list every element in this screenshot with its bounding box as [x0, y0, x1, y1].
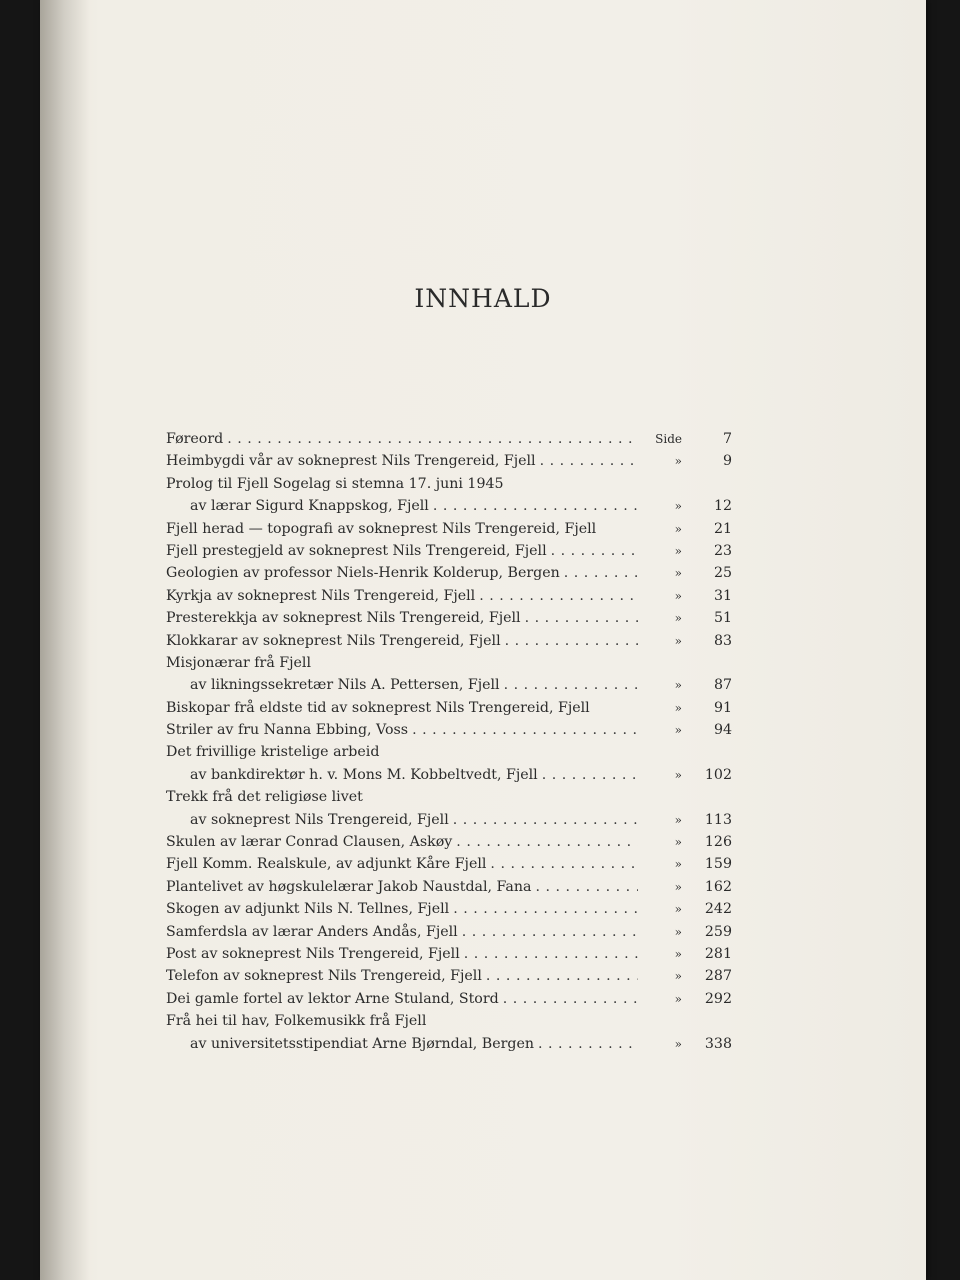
toc-entry: [166, 652, 732, 674]
toc-entry-marker: »: [674, 678, 682, 693]
leader-dots: [531, 876, 638, 898]
toc-entry-page: 113: [704, 811, 732, 828]
toc-entry-page: 259: [704, 923, 732, 940]
toc-entry-page: 126: [704, 834, 732, 851]
toc-entry-title: Biskopar frå eldste tid av sokneprest Nils Trengereid, Fjell: [166, 699, 590, 716]
toc-entry-title: Det frivillige kristelige arbeid: [166, 744, 380, 761]
toc-entry: [166, 809, 732, 831]
toc-entry-marker: »: [674, 454, 682, 469]
toc-entry-page: 25: [713, 565, 732, 582]
leader-dots: [429, 495, 638, 517]
toc-entry: [166, 562, 732, 584]
toc-entry: [166, 719, 732, 741]
leader-dots: [482, 965, 638, 987]
toc-entry-title: Klokkarar av sokneprest Nils Trengereid, Fjell: [166, 632, 501, 649]
toc-entry-title: Trekk frå det religiøse livet: [166, 789, 363, 806]
leader-dots: [475, 585, 638, 607]
toc-entry-title: Striler av fru Nanna Ebbing, Voss: [166, 722, 409, 739]
toc-entry: [166, 428, 732, 450]
toc-entry-marker: »: [674, 700, 682, 715]
leader-dots: [452, 831, 638, 853]
toc-entry-page: 281: [704, 945, 732, 962]
toc-entry-marker: »: [674, 879, 682, 894]
toc-entry-title: Føreord: [166, 431, 224, 447]
toc-entry-page: 87: [713, 677, 732, 694]
toc-entry-marker: »: [674, 969, 682, 984]
leader-dots: [223, 428, 638, 450]
leader-dots: [499, 988, 638, 1010]
leader-dots: [547, 540, 638, 562]
toc-entry-title: Kyrkja av sokneprest Nils Trengereid, Fjell: [166, 587, 476, 604]
toc-entry: [166, 674, 732, 696]
leader-dots: [449, 898, 638, 920]
toc-entry-page: 12: [713, 498, 732, 515]
leader-dots: [560, 562, 638, 584]
toc-entry-title: Fjell herad — topografi av sokneprest Nils Trengereid, Fjell: [166, 520, 597, 537]
toc-entry: [166, 786, 732, 808]
toc-entry-page: 159: [704, 856, 732, 873]
toc-entry-marker: »: [674, 857, 682, 872]
toc-entry-title: Samferdsla av lærar Anders Andås, Fjell: [166, 923, 458, 940]
toc-entry-marker: »: [674, 723, 682, 738]
toc-entry-title: av bankdirektør h. v. Mons M. Kobbeltvedt, Fjell: [190, 766, 538, 783]
toc-entry: [166, 741, 732, 763]
toc-entry-title: Prolog til Fjell Sogelag si stemna 17. juni 1945: [166, 475, 504, 492]
toc-entry-title: Plantelivet av høgskulelærar Jakob Naustdal, Fana: [166, 878, 532, 895]
toc-entry-page: 162: [704, 878, 732, 895]
toc-entry: [166, 988, 732, 1010]
book-page: [40, 0, 926, 1280]
toc-entry-title: Post av sokneprest Nils Trengereid, Fjell: [166, 945, 460, 962]
toc-entry: [166, 943, 732, 965]
toc-entry-page: 292: [704, 990, 732, 1007]
toc-entry-title: Misjonærar frå Fjell: [166, 654, 312, 671]
toc-entry: [166, 1033, 732, 1055]
toc-entry: [166, 853, 732, 875]
toc-entry-marker: »: [674, 946, 682, 961]
toc-entry-title: Frå hei til hav, Folkemusikk frå Fjell: [166, 1013, 427, 1030]
toc-entry-marker: »: [674, 611, 682, 626]
toc-entry-page: 31: [713, 587, 732, 604]
toc-entry-title: av lærar Sigurd Knappskog, Fjell: [190, 498, 429, 515]
toc-entry-marker: »: [674, 812, 682, 827]
leader-dots: [501, 630, 638, 652]
toc-entry-page: 7: [722, 431, 732, 447]
leader-dots: [486, 853, 638, 875]
leader-dots: [536, 450, 638, 472]
leader-dots: [521, 607, 638, 629]
toc-entry: [166, 585, 732, 607]
toc-entry-page: 83: [713, 632, 732, 649]
toc-entry: [166, 518, 732, 540]
toc-entry-page: 23: [713, 542, 732, 559]
toc-entry: [166, 450, 732, 472]
toc-entry: [166, 697, 732, 719]
toc-entry-title: Geologien av professor Niels-Henrik Kolderup, Bergen: [166, 565, 560, 582]
toc-entry-marker: »: [674, 543, 682, 558]
toc-entry: [166, 1010, 732, 1032]
leader-dots: [408, 719, 638, 741]
toc-entry-title: av likningssekretær Nils A. Pettersen, Fjell: [190, 677, 500, 694]
toc-entry: [166, 540, 732, 562]
toc-entry: [166, 921, 732, 943]
toc-entry-page: 94: [713, 722, 732, 739]
toc-entry-page: 9: [722, 453, 732, 470]
toc-entry-page: 21: [713, 520, 732, 537]
toc-entry-marker: »: [674, 633, 682, 648]
page-title: INNHALD: [414, 284, 552, 313]
toc-entry-title: Skogen av adjunkt Nils N. Tellnes, Fjell: [166, 901, 450, 918]
leader-dots: [534, 1033, 638, 1055]
table-of-contents: [166, 428, 732, 1055]
toc-entry-title: Heimbygdi vår av sokneprest Nils Trengereid, Fjell: [166, 453, 536, 470]
toc-entry: [166, 764, 732, 786]
toc-entry-page: 287: [704, 968, 732, 985]
toc-entry-marker: »: [674, 566, 682, 581]
toc-entry: [166, 831, 732, 853]
leader-dots: [538, 764, 638, 786]
toc-entry-page: 338: [704, 1035, 732, 1052]
toc-entry-marker: »: [674, 499, 682, 514]
toc-entry-marker: »: [674, 521, 682, 536]
toc-entry-marker: »: [674, 1036, 682, 1051]
toc-entry-title: Presterekkja av sokneprest Nils Trengereid, Fjell: [166, 610, 521, 627]
toc-entry-marker: »: [674, 902, 682, 917]
toc-entry-marker: »: [674, 767, 682, 782]
toc-entry-title: av sokneprest Nils Trengereid, Fjell: [190, 811, 449, 828]
toc-entry: [166, 630, 732, 652]
toc-entry-title: Skulen av lærar Conrad Clausen, Askøy: [166, 834, 453, 851]
toc-entry-marker: »: [674, 588, 682, 603]
toc-entry-title: Dei gamle fortel av lektor Arne Stuland, Stord: [166, 990, 499, 1007]
toc-entry-page: 102: [704, 766, 732, 783]
toc-entry: [166, 876, 732, 898]
toc-entry: [166, 473, 732, 495]
toc-entry-marker: »: [674, 835, 682, 850]
toc-entry-title: Fjell Komm. Realskule, av adjunkt Kåre Fjell: [166, 856, 487, 873]
toc-entry: [166, 898, 732, 920]
toc-entry: [166, 965, 732, 987]
leader-dots: [458, 921, 638, 943]
toc-entry-marker: »: [674, 991, 682, 1006]
leader-dots: [449, 809, 638, 831]
toc-entry-title: av universitetsstipendiat Arne Bjørndal, Bergen: [190, 1035, 534, 1052]
leader-dots: [460, 943, 638, 965]
toc-entry-page: 242: [704, 901, 732, 918]
toc-entry-title: Telefon av sokneprest Nils Trengereid, Fjell: [166, 968, 482, 985]
toc-entry-marker: Side: [655, 432, 682, 446]
toc-entry-page: 91: [713, 699, 732, 716]
toc-entry: [166, 495, 732, 517]
toc-entry-page: 51: [713, 610, 732, 627]
toc-entry: [166, 607, 732, 629]
toc-entry-marker: »: [674, 924, 682, 939]
leader-dots: [500, 674, 638, 696]
toc-entry-title: Fjell prestegjeld av sokneprest Nils Trengereid, Fjell: [166, 542, 547, 559]
